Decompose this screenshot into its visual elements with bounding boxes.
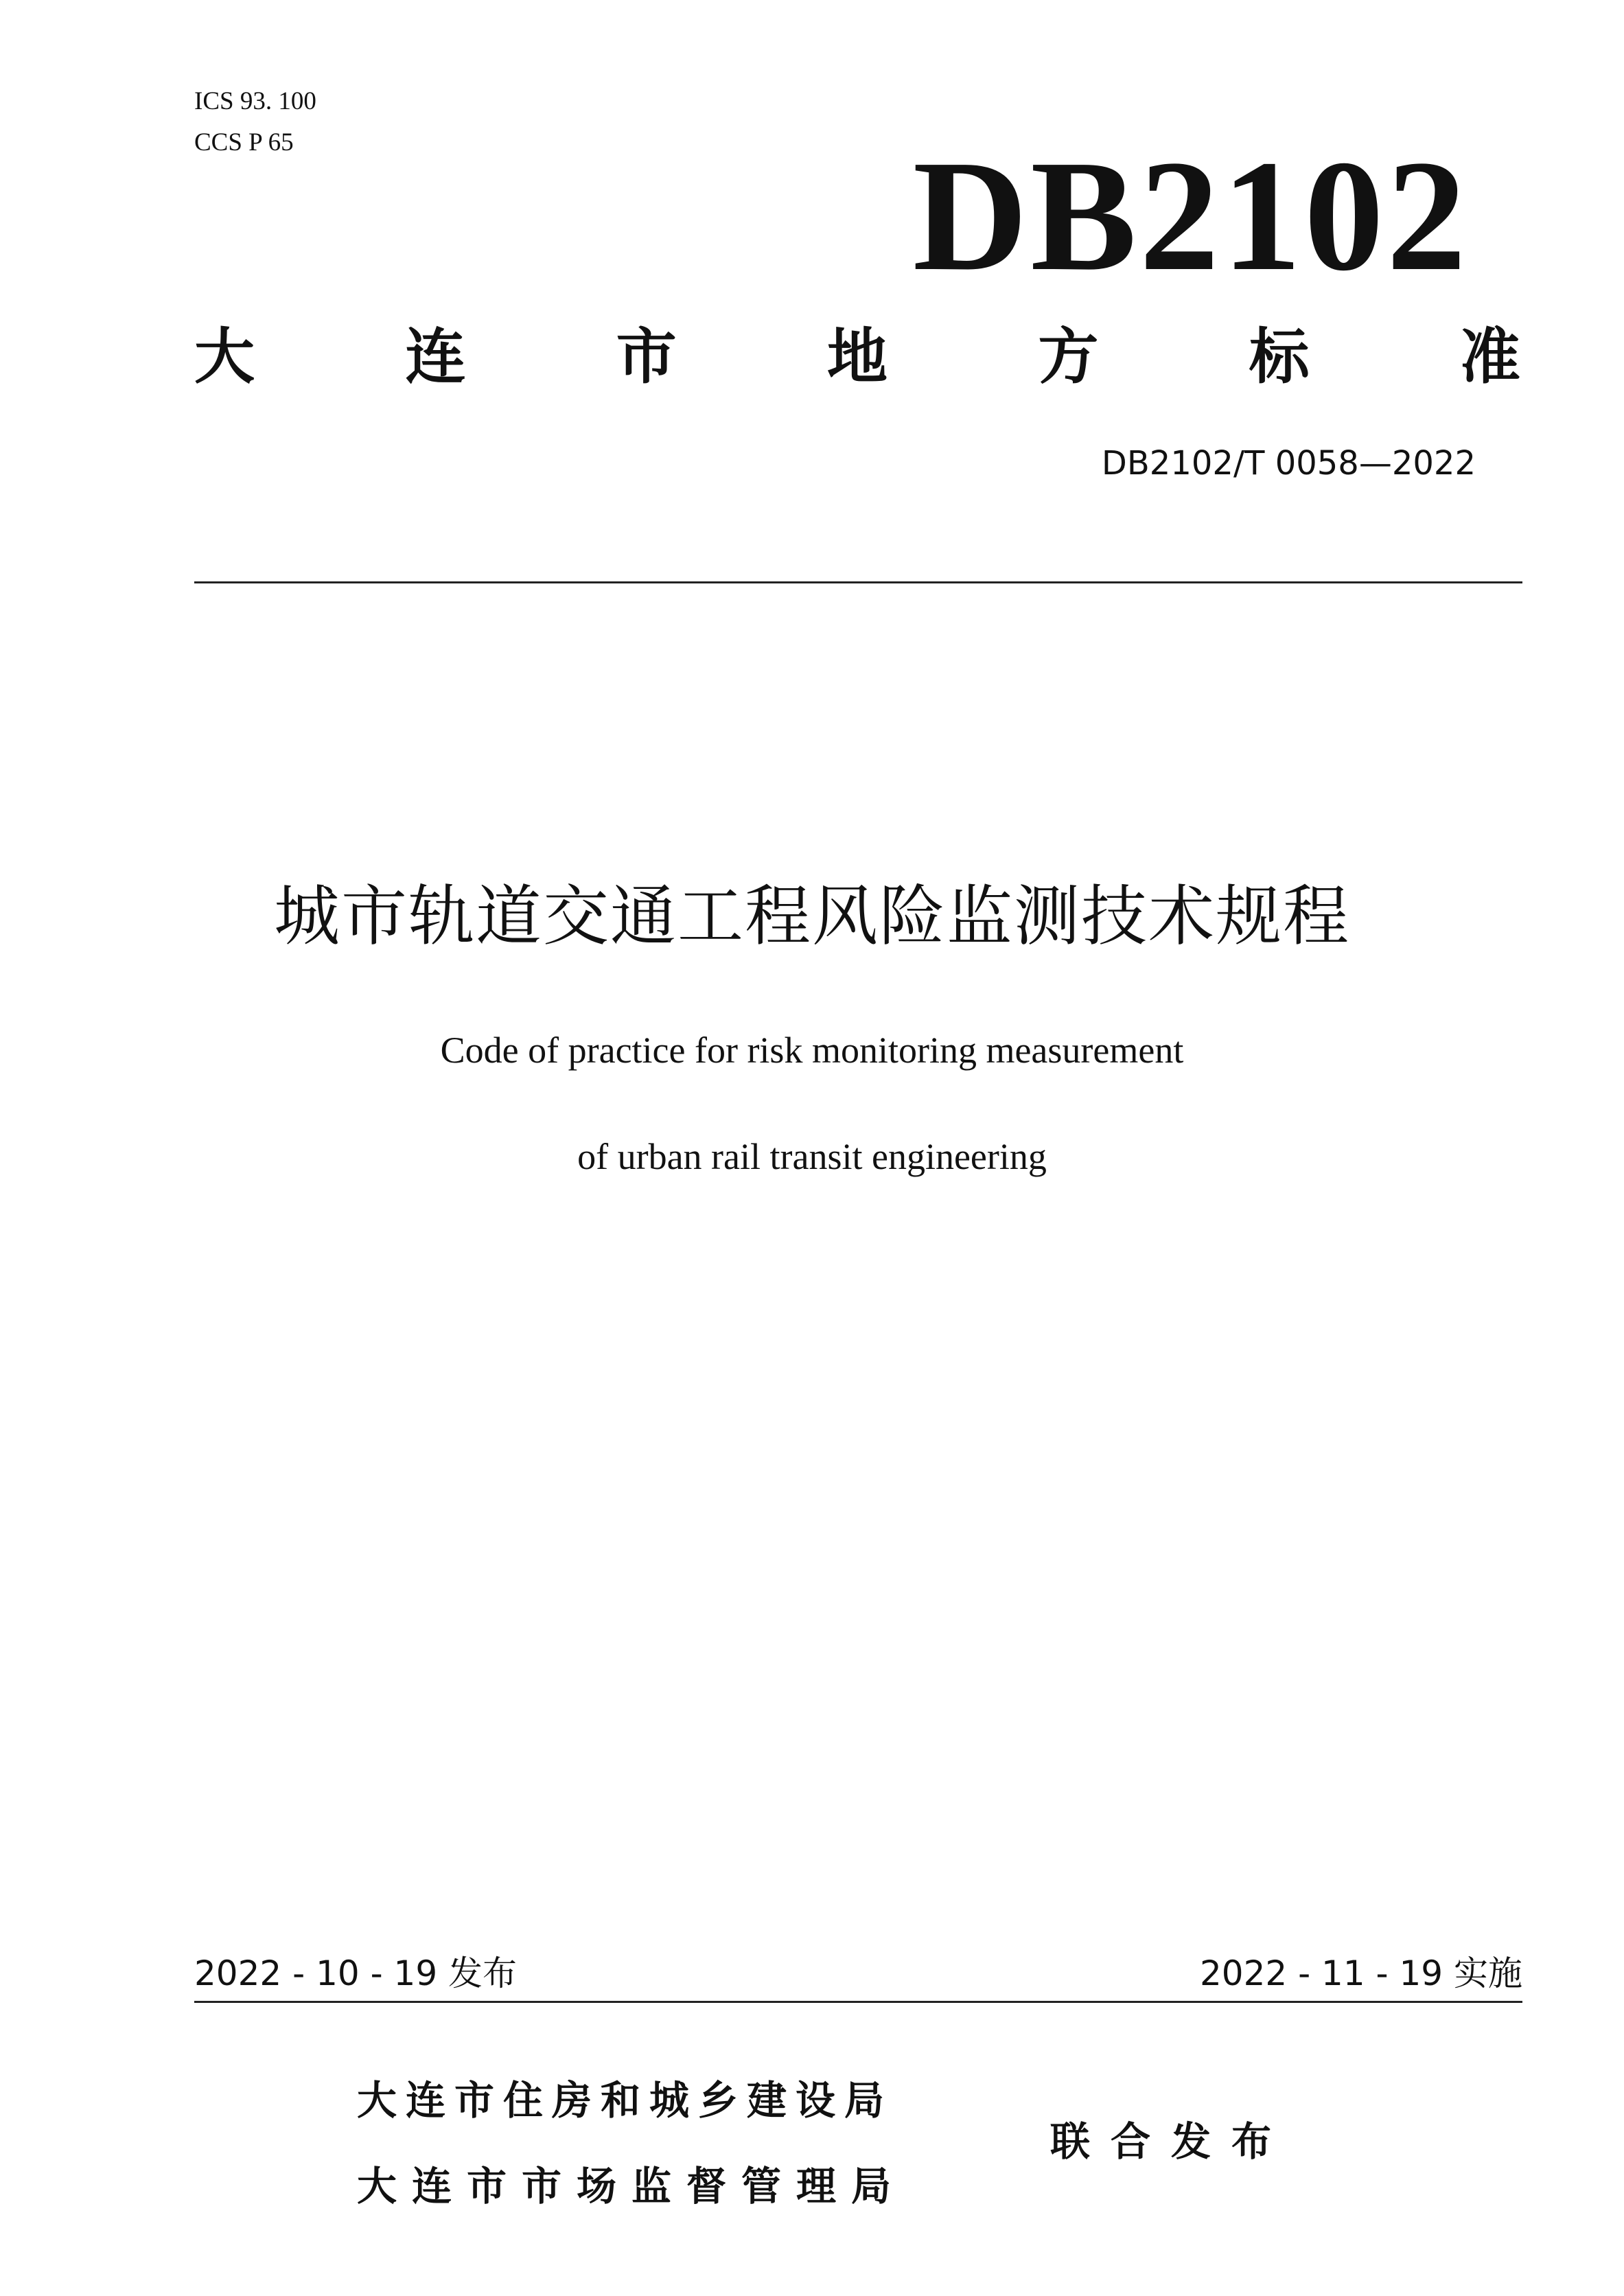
title-chinese: 城市轨道交通工程风险监测技术规程 bbox=[274, 878, 1350, 955]
standard-code: DB2102 bbox=[912, 128, 1469, 304]
classification-codes bbox=[194, 81, 316, 163]
issuer-housing-bureau: 大连市住房和城乡建设局 bbox=[357, 2077, 894, 2124]
standard-type-char: 地 bbox=[826, 321, 888, 392]
title-english-line2: of urban rail transit engineering bbox=[577, 1136, 1047, 1177]
ccs-code: CCS P 65 bbox=[194, 128, 294, 156]
standard-number: DB2102/T 0058—2022 bbox=[1101, 444, 1476, 483]
bottom-divider bbox=[194, 2001, 1522, 2003]
title-english-line1: Code of practice for risk monitoring measurement bbox=[440, 1030, 1184, 1071]
standard-type-char: 标 bbox=[1249, 321, 1310, 392]
ics-code: ICS 93. 100 bbox=[194, 87, 316, 115]
standard-type-char: 市 bbox=[616, 321, 677, 392]
effective-date: 2022 - 11 - 19 实施 bbox=[1199, 1953, 1522, 1993]
issuer-market-bureau: 大连市市场监督管理局 bbox=[357, 2163, 907, 2210]
standard-type-char: 连 bbox=[405, 321, 466, 392]
release-date: 2022 - 10 - 19 发布 bbox=[194, 1953, 518, 1993]
standard-type-char: 方 bbox=[1038, 321, 1099, 392]
joint-release-label: 联合发布 bbox=[1050, 2118, 1292, 2165]
standard-type bbox=[194, 312, 1520, 402]
standard-type-char: 准 bbox=[1459, 321, 1520, 392]
standard-type-char: 大 bbox=[194, 321, 255, 392]
top-divider bbox=[194, 581, 1522, 583]
